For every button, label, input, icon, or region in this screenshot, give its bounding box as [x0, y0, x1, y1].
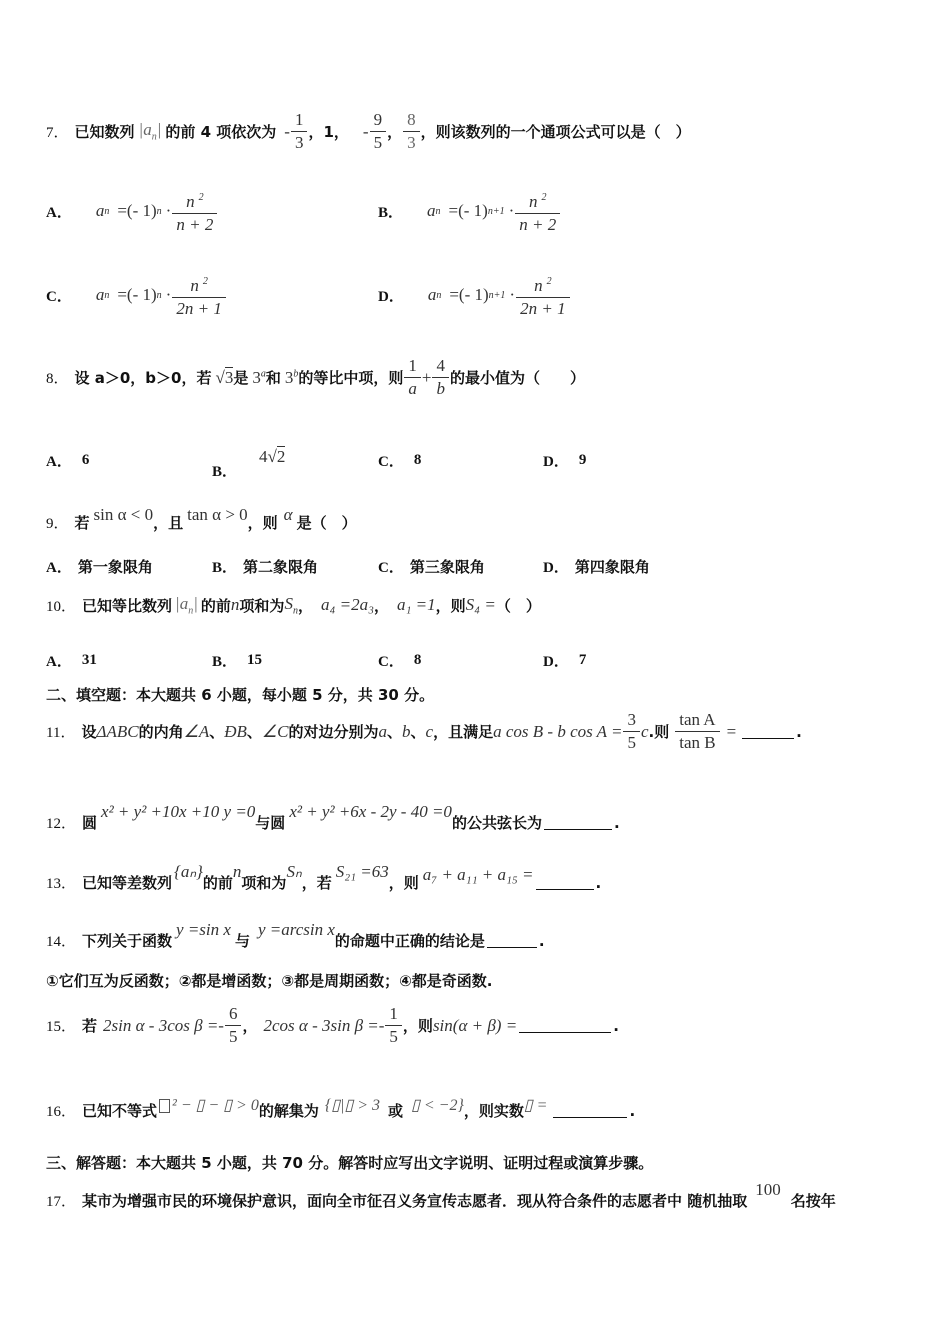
q11-text-8: ，且满足: [433, 723, 494, 741]
q9-text-1: 若: [74, 514, 90, 532]
question-16: 16． 已知不等式 ² − ▯ − ▯ > 0 的解集为 {▯|▯ > 3 或 ▯ < −2} ，则实数 ▯ = .: [46, 1096, 636, 1120]
q10-number: 10．: [46, 598, 77, 615]
question-10: [46, 594, 541, 616]
q12-answer-blank[interactable]: [544, 815, 612, 830]
q11-answer-blank[interactable]: [742, 724, 794, 739]
q9-text-2: ，且: [153, 514, 184, 532]
q12-number: 12．: [46, 816, 77, 832]
q7-option-c[interactable]: C． a n =(- 1) n · $\frac{n ^2}{2n + 1}$: [46, 272, 227, 319]
q10-text-5: ，: [374, 596, 390, 615]
q7-option-b[interactable]: B． a n =(- 1) n+1 · $\frac{n ^2}{n + 2}$: [378, 188, 561, 235]
q7-text-4: ，则该数列的一个通项公式可以是（ ）: [420, 123, 691, 141]
q10-option-b[interactable]: B． 15: [212, 652, 263, 670]
q10-cond-3: S₄ =: [465, 595, 496, 615]
q16-set-1: {▯|▯ > 3: [324, 1096, 381, 1114]
q7-seq: $|a_n|$: [138, 120, 162, 143]
q10-seq: $|a_n|$: [175, 594, 198, 617]
q11-equation: a cos B - b cos A =: [493, 721, 623, 741]
q8-text-1: 设 a＞0，b＞0，若: [74, 369, 212, 387]
q8-option-b[interactable]: B． 4√2: [212, 446, 286, 480]
q10-text-3: 项和为: [239, 596, 285, 615]
q12-circle-1: x² + y² +10x +10 y =0: [101, 801, 256, 821]
q8-frac-2: $\frac{4}{b}$: [434, 356, 447, 399]
q9-cond-1: sin α < 0: [93, 504, 154, 524]
q10-option-c[interactable]: C． 8: [378, 652, 422, 670]
q14-func-1: y =sin x: [176, 919, 231, 939]
q11-angle-b: ÐB: [224, 721, 247, 741]
q11-triangle: ΔABC: [96, 721, 139, 741]
q9-option-b[interactable]: B． 第二象限角: [212, 558, 319, 576]
q11-angle-a: ∠A: [183, 721, 210, 741]
q15-eq-1: 2sin α - 3cos β =-: [103, 1015, 224, 1035]
q12-text-2: 与圆: [255, 814, 286, 832]
q8-option-a[interactable]: A． 6: [46, 452, 90, 470]
question-9: [46, 496, 357, 533]
question-13: 13． 已知等差数列 {aₙ} 的前 n 项和为 Sₙ ，若 S₂₁ =63 ，则 a₇ + a₁₁ + a₁₅ = .: [46, 861, 602, 892]
q10-text-6: ，则: [435, 596, 466, 615]
q13-cond-1: S₂₁ =63: [335, 861, 389, 881]
q12-circle-2: x² + y² +6x - 2y - 40 =0: [289, 801, 452, 821]
q10-option-a[interactable]: A． 31: [46, 652, 97, 670]
q7-option-d[interactable]: D． a n =(- 1) n+1 · $\frac{n ^2}{2n + 1}$: [378, 272, 571, 319]
q12-text-1: 圆: [82, 814, 98, 832]
q9-number: 9．: [46, 516, 69, 532]
q7-number: 7．: [46, 125, 69, 141]
q12-text-3: 的公共弦长为: [451, 814, 542, 832]
q8-text-5: 的最小值为（ ）: [449, 369, 585, 387]
q9-alpha: α: [283, 504, 293, 524]
q14-statements: ①它们互为反函数；②都是增函数；③都是周期函数；④都是奇函数.: [46, 972, 493, 990]
q10-s: $S_n$: [284, 594, 298, 617]
q16-answer-blank[interactable]: [553, 1103, 627, 1118]
q13-seq: {aₙ}: [174, 861, 203, 881]
q16-var: ▯ =: [523, 1096, 548, 1114]
question-11: 11． 设 ΔABC 的内角 ∠A 、 ÐB 、 ∠C 的对边分别为 a 、 b 、 c ，且满足 a cos B - b cos A = $\frac{3}{5}$ c .则 $\frac{\text{tan A}}{\text{tan B}}$ = .: [46, 710, 802, 752]
q8-text-2: 是: [233, 369, 249, 387]
q10-n: n: [230, 595, 240, 615]
q15-answer-blank[interactable]: [519, 1018, 611, 1033]
q11-text-5: 的对边分别为: [288, 723, 379, 741]
q16-ineq: ² − ▯ − ▯ > 0: [157, 1095, 259, 1115]
question-14: 14． 下列关于函数 y =sin x 与 y =arcsin x 的命题中正确的结论是 .: [46, 919, 545, 950]
q10-option-d[interactable]: D． 7: [543, 652, 587, 670]
q8-sqrt: √3: [215, 367, 234, 387]
q13-text-1: 已知等差数列: [82, 874, 173, 892]
q15-eq-2: 2cos α - 3sin β =-: [263, 1015, 385, 1035]
q9-option-a[interactable]: A． 第一象限角: [46, 558, 153, 576]
q14-text-1: 下列关于函数: [82, 932, 173, 950]
q17-number: 17．: [46, 1194, 77, 1210]
q7-text-3: ，1，: [308, 123, 349, 141]
q16-number: 16．: [46, 1104, 77, 1120]
q7-text-2: 的前 4 项依次为: [165, 123, 277, 141]
q11-ratio: $\frac{\text{tan A}}{\text{tan B}}$: [677, 710, 717, 753]
question-7: 7． 已知数列 $|a_n|$ 的前 4 项依次为 - $\frac{1}{3}$ ，1， - $\frac{9}{5}$ ， $\frac{8}{3}$ ，则该数列的一个通项公式可以是（ ）: [46, 110, 691, 152]
q11-number: 11．: [46, 725, 76, 741]
q10-cond-1: a₄ =2a₃: [320, 595, 374, 615]
q10-cond-2: a₁ =1: [397, 595, 436, 615]
q8-text-3: 和: [265, 369, 281, 387]
section-2-heading: 二、填空题：本大题共 6 小题，每小题 5 分，共 30 分。: [46, 686, 435, 704]
question-8: 8． 设 a＞0，b＞0，若 √3 是 3$^a$ 和 3$^b$ 的等比中项，则 $\frac{1}{a}$ + $\frac{4}{b}$ 的最小值为（ ）: [46, 356, 585, 398]
section-3-heading: 三、解答题：本大题共 5 小题，共 70 分。解答时应写出文字说明、证明过程或演算步骤。: [46, 1154, 654, 1172]
question-15: 15． 若 2sin α - 3cos β =- $\frac{6}{5}$ ， 2cos α - 3sin β =- $\frac{1}{5}$ ，则 sin(α + β) = .: [46, 1004, 619, 1046]
q13-cond-2: a₇ + a₁₁ + a₁₅ =: [422, 864, 534, 884]
q8-frac-1: $\frac{1}{a}$: [406, 356, 419, 399]
q16-set-2: ▯ < −2}: [411, 1096, 464, 1114]
q10-text-7: （ ）: [495, 596, 541, 615]
q9-option-d[interactable]: D． 第四象限角: [543, 558, 650, 576]
q11-text-2: 的内角: [138, 723, 184, 741]
q7-term-4: $\frac{8}{3}$: [405, 110, 418, 153]
q9-text-3: ，则: [247, 514, 278, 532]
q9-option-c[interactable]: C． 第三象限角: [378, 558, 485, 576]
question-12: 12． 圆 x² + y² +10x +10 y =0 与圆 x² + y² +6x - 2y - 40 =0 的公共弦长为 .: [46, 801, 620, 832]
q9-text-4: 是（ ）: [296, 514, 357, 532]
q13-number: 13．: [46, 876, 77, 892]
q10-text-2: 的前: [200, 596, 231, 615]
q11-text-1: 设: [81, 723, 97, 741]
q14-func-2: y =arcsin x: [257, 919, 335, 939]
q8-text-4: 的等比中项，则: [298, 369, 404, 387]
q11-angle-c: ∠C: [261, 721, 289, 741]
q14-text-3: 的命题中正确的结论是: [334, 932, 485, 950]
q7-term-3: $\frac{9}{5}$: [372, 110, 385, 153]
q17-text-1: 某市为增强市民的环境保护意识，面向全市征召义务宣传志愿者．现从符合条件的志愿者中 随机抽取: [82, 1192, 748, 1210]
question-17: 17． 某市为增强市民的环境保护意识，面向全市征召义务宣传志愿者．现从符合条件的志愿者中 随机抽取 100 名按年: [46, 1179, 836, 1210]
q7-option-a[interactable]: A． a n =(- 1) n · $\frac{n ^2}{n + 2}$: [46, 188, 218, 235]
q9-cond-2: tan α > 0: [187, 504, 248, 524]
q17-number-100: 100: [755, 1179, 781, 1199]
q8-option-d[interactable]: D． 9: [543, 452, 587, 470]
q15-eq-3: sin(α + β) =: [432, 1015, 518, 1035]
q14-answer-blank[interactable]: [487, 933, 537, 948]
q8-option-c[interactable]: C． 8: [378, 452, 422, 470]
q10-text-1: 已知等比数列: [82, 596, 173, 615]
q15-number: 15．: [46, 1019, 77, 1035]
q14-number: 14．: [46, 934, 77, 950]
q13-answer-blank[interactable]: [536, 875, 594, 890]
q10-text-4: ，: [297, 596, 313, 615]
q8-number: 8．: [46, 371, 69, 387]
q7-term-1: $\frac{1}{3}$: [293, 110, 306, 153]
q7-text-1: 已知数列: [74, 123, 135, 141]
